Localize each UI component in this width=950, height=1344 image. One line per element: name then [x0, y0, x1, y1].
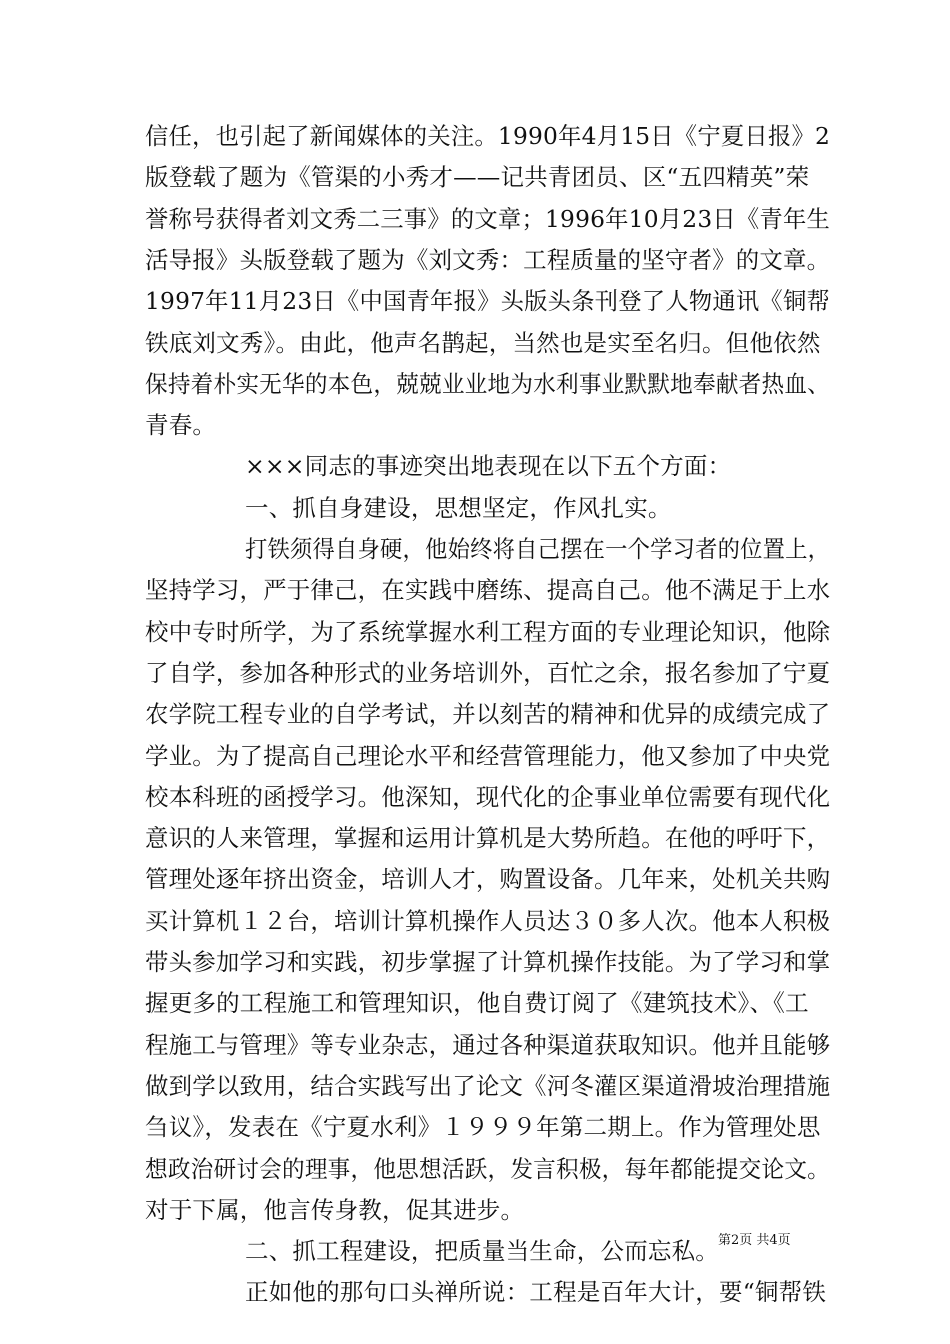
text-line: 保持着朴实无华的本色，兢兢业业地为水利事业默默地奉献者热血、 [145, 369, 830, 398]
text-line: 对于下属，他言传身教，促其进步。 [145, 1195, 525, 1224]
text-line: 誉称号获得者刘文秀二三事》的文章；1996年10月23日《青年生 [145, 204, 831, 233]
text-line: 带头参加学习和实践，初步掌握了计算机操作技能。为了学习和掌 [145, 948, 831, 976]
text-line: 校中专时所学，为了系统掌握水利工程方面的专业理论知识，他除 [145, 617, 831, 646]
text-line: 版登载了题为《管渠的小秀才——记共青团员、区“五四精英”荣 [145, 163, 810, 192]
paragraph-lead-line: 打铁须得自身硬，他始终将自己摆在一个学习者的位置上， [245, 535, 831, 563]
text-line: 铁底刘文秀》。由此，他声名鹊起，当然也是实至名归。但他依然 [145, 328, 821, 357]
text-line: 1997年11月23日《中国青年报》头版头条刊登了人物通讯《铜帮 [145, 287, 831, 316]
text-line: 想政治研讨会的理事，他思想活跃，发言积极，每年都能提交论文。 [145, 1154, 830, 1183]
text-line: 意识的人来管理，掌握和运用计算机是大势所趋。在他的呼吁下， [145, 824, 831, 853]
text-line: 刍议》，发表在《宁夏水利》１９９９年第二期上。作为管理处思 [145, 1113, 821, 1142]
text-line: 握更多的工程施工和管理知识，他自费订阅了《建筑技术》、《工 [145, 989, 809, 1018]
text-line: 活导报》头版登载了题为《刘文秀：工程质量的坚守者》的文章。 [145, 245, 831, 274]
text-line: 程施工与管理》等专业杂志，通过各种渠道获取知识。他并且能够 [145, 1030, 831, 1059]
paragraph-lead-line: 正如他的那句口头禅所说：工程是百年大计，要“铜帮铁 [245, 1278, 827, 1307]
text-line: 管理处逐年挤出资金，培训人才，购置设备。几年来，处机关共购 [145, 865, 831, 894]
text-line: 做到学以致用，结合实践写出了论文《河冬灌区渠道滑坡治理措施 [145, 1071, 831, 1100]
text-line: 信任，也引起了新闻媒体的关注。1990年4月15日《宁夏日报》2 [145, 122, 831, 150]
paragraph-lead-line: ×××同志的事迹突出地表现在以下五个方面： [245, 452, 732, 481]
text-line: 买计算机１２台，培训计算机操作人员达３０多人次。他本人积极 [145, 906, 831, 935]
section-heading-2: 二、抓工程建设，把质量当生命，公而忘私。 [245, 1237, 719, 1266]
text-line: 农学院工程专业的自学考试，并以刻苦的精神和优异的成绩完成了 [145, 700, 831, 729]
text-line: 了自学，参加各种形式的业务培训外，百忙之余，报名参加了宁夏 [145, 658, 831, 687]
text-line: 校本科班的函授学习。他深知，现代化的企事业单位需要有现代化 [145, 782, 831, 811]
section-heading-1: 一、抓自身建设，思想坚定，作风扎实。 [245, 493, 672, 522]
text-line: 学业。为了提高自己理论水平和经营管理能力，他又参加了中央党 [145, 741, 831, 770]
text-line: 青春。 [145, 411, 217, 440]
text-line: 坚持学习，严于律己，在实践中磨练、提高自己。他不满足于上水 [145, 576, 831, 605]
page-number-footer: 第2页 共4页 [718, 1233, 791, 1248]
